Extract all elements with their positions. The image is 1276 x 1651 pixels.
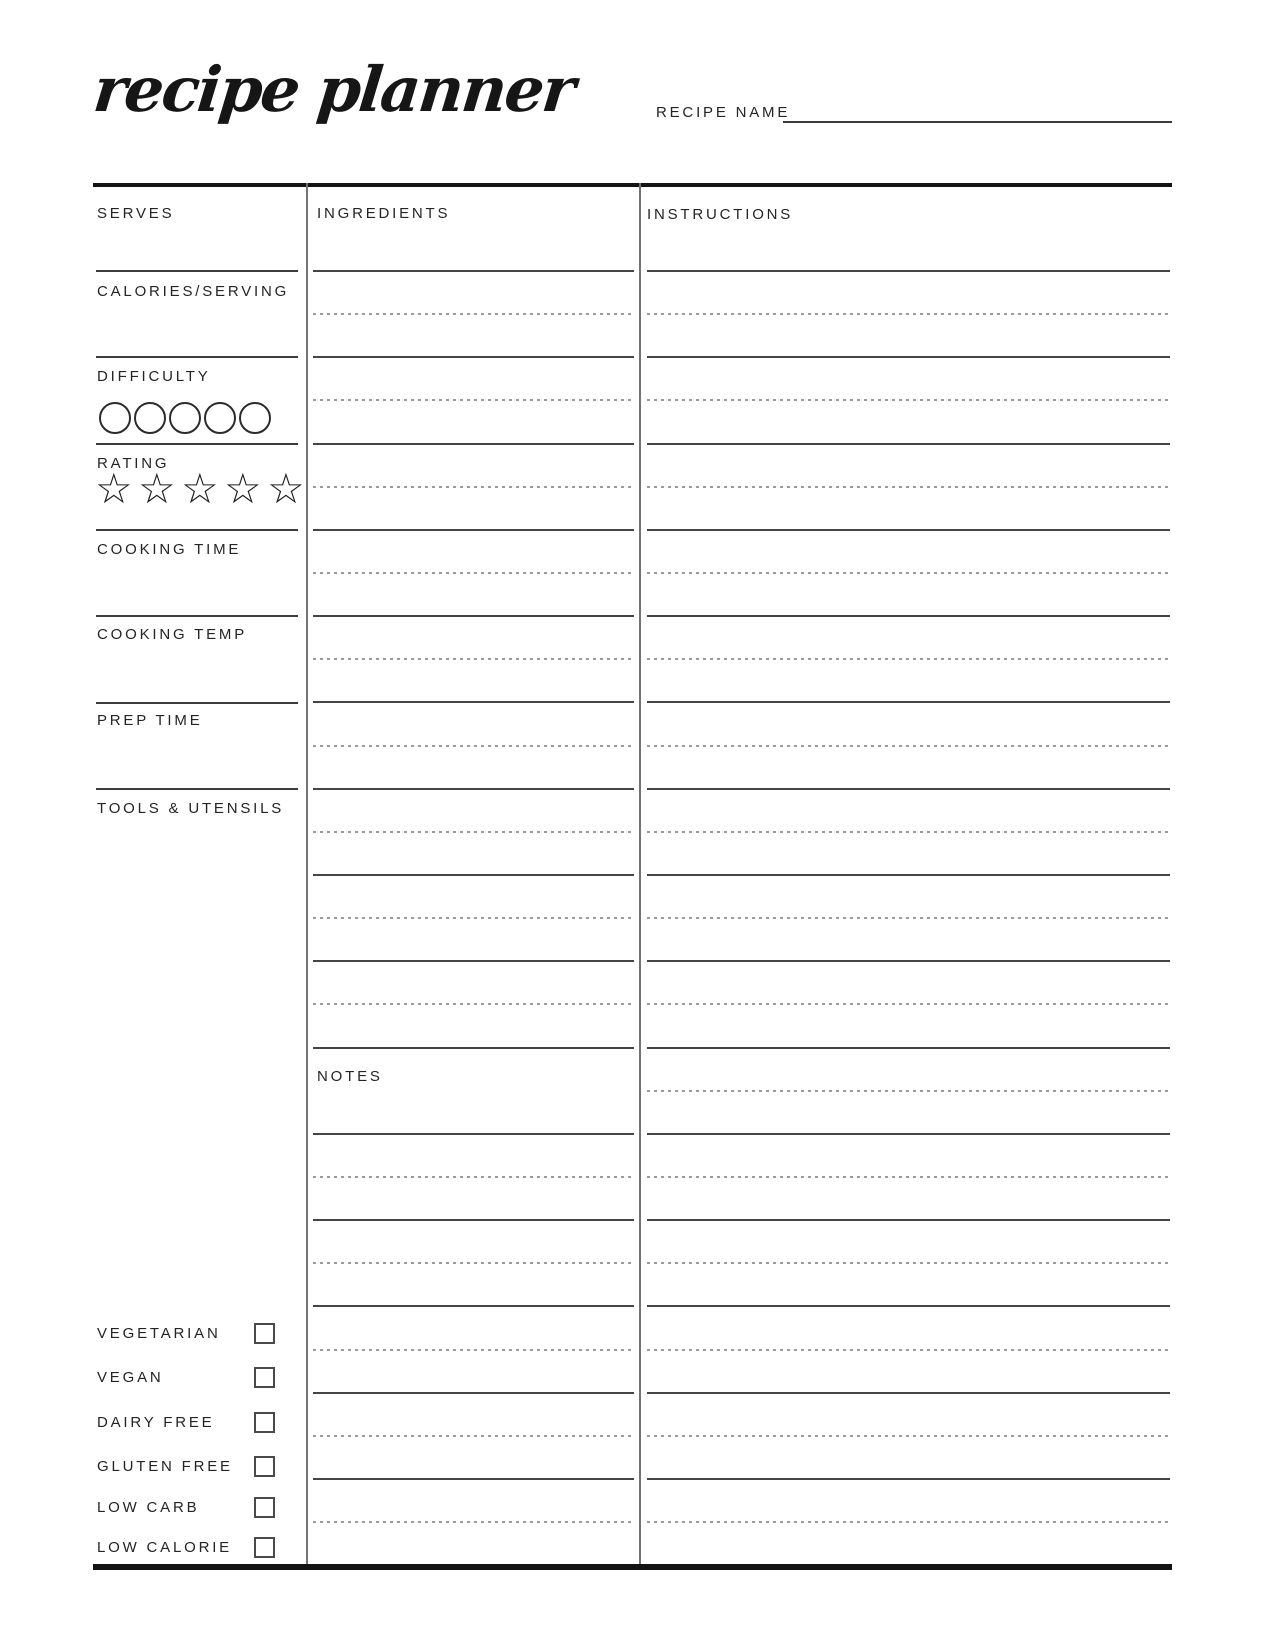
section-divider-line xyxy=(96,270,298,272)
writing-line-dashed xyxy=(647,486,1170,488)
section-divider-line xyxy=(96,443,298,445)
writing-line-dashed xyxy=(647,1176,1170,1178)
gluten-free-label: GLUTEN FREE xyxy=(97,1457,233,1475)
dietary-row xyxy=(97,1411,275,1433)
low-carb-label: LOW CARB xyxy=(97,1498,200,1516)
column-divider-right xyxy=(639,183,641,1564)
writing-line-dashed xyxy=(313,1521,634,1523)
writing-line-dashed xyxy=(313,313,634,315)
section-divider-line xyxy=(96,356,298,358)
table-top-border xyxy=(93,183,1172,187)
writing-line-solid xyxy=(313,874,634,876)
writing-line-solid xyxy=(313,443,634,445)
low-carb-checkbox[interactable] xyxy=(254,1497,275,1518)
writing-line-solid xyxy=(647,1047,1170,1049)
writing-line-solid xyxy=(313,1133,634,1135)
writing-line-solid xyxy=(647,1305,1170,1307)
difficulty-label: DIFFICULTY xyxy=(97,368,211,385)
writing-line-dashed xyxy=(647,1435,1170,1437)
writing-line-solid xyxy=(313,1305,634,1307)
writing-line-dashed xyxy=(313,745,634,747)
gluten-free-checkbox[interactable] xyxy=(254,1456,275,1477)
writing-line-dashed xyxy=(647,1262,1170,1264)
writing-line-dashed xyxy=(313,1349,634,1351)
writing-line-dashed xyxy=(647,399,1170,401)
dietary-row xyxy=(97,1366,275,1388)
writing-line-solid xyxy=(313,1392,634,1394)
writing-line-solid xyxy=(647,443,1170,445)
difficulty-circle-icon[interactable] xyxy=(169,402,201,434)
writing-line-dashed xyxy=(647,1349,1170,1351)
vegan-label: VEGAN xyxy=(97,1368,164,1386)
low-calorie-checkbox[interactable] xyxy=(254,1537,275,1558)
writing-line-solid xyxy=(313,615,634,617)
dietary-row xyxy=(97,1496,275,1518)
prep-time-label: PREP TIME xyxy=(97,712,203,729)
writing-line-solid xyxy=(647,1478,1170,1480)
writing-line-dashed xyxy=(313,572,634,574)
table-bottom-border xyxy=(93,1564,1172,1570)
writing-line-solid xyxy=(313,270,634,272)
writing-line-solid xyxy=(313,788,634,790)
writing-line-dashed xyxy=(647,658,1170,660)
writing-line-solid xyxy=(647,874,1170,876)
recipe-name-label: RECIPE NAME xyxy=(656,104,791,121)
star-outline-icon[interactable]: ☆ xyxy=(224,464,258,513)
section-divider-line xyxy=(96,702,298,704)
writing-line-dashed xyxy=(647,831,1170,833)
writing-line-solid xyxy=(647,356,1170,358)
recipe-name-line[interactable] xyxy=(783,121,1172,123)
tools-utensils-label: TOOLS & UTENSILS xyxy=(97,800,285,817)
low-calorie-label: LOW CALORIE xyxy=(97,1538,232,1556)
writing-line-solid xyxy=(647,270,1170,272)
star-outline-icon[interactable]: ☆ xyxy=(95,464,129,513)
dietary-row xyxy=(97,1322,275,1344)
writing-line-solid xyxy=(647,1392,1170,1394)
vegetarian-label: VEGETARIAN xyxy=(97,1324,221,1342)
writing-line-solid xyxy=(647,529,1170,531)
difficulty-circle-icon[interactable] xyxy=(99,402,131,434)
writing-line-solid xyxy=(313,1047,634,1049)
cooking-temp-label: COOKING TEMP xyxy=(97,626,248,643)
writing-line-dashed xyxy=(313,486,634,488)
writing-line-dashed xyxy=(647,1003,1170,1005)
vegetarian-checkbox[interactable] xyxy=(254,1323,275,1344)
dairy-free-label: DAIRY FREE xyxy=(97,1413,215,1431)
writing-line-dashed xyxy=(647,1090,1170,1092)
writing-line-solid xyxy=(313,1219,634,1221)
difficulty-circle-icon[interactable] xyxy=(239,402,271,434)
page-title: recipe planner xyxy=(90,53,578,126)
calories-per-serving-label: CALORIES/SERVING xyxy=(97,283,290,300)
writing-line-dashed xyxy=(313,1262,634,1264)
section-divider-line xyxy=(96,529,298,531)
vegan-checkbox[interactable] xyxy=(254,1367,275,1388)
writing-line-solid xyxy=(313,701,634,703)
dairy-free-checkbox[interactable] xyxy=(254,1412,275,1433)
star-outline-icon[interactable]: ☆ xyxy=(138,464,172,513)
writing-line-dashed xyxy=(647,745,1170,747)
writing-line-dashed xyxy=(313,831,634,833)
writing-line-dashed xyxy=(313,917,634,919)
writing-line-dashed xyxy=(313,399,634,401)
dietary-row xyxy=(97,1455,275,1477)
rating-label: RATING xyxy=(97,455,170,472)
writing-line-solid xyxy=(647,960,1170,962)
writing-line-solid xyxy=(313,529,634,531)
writing-line-solid xyxy=(647,788,1170,790)
writing-line-dashed xyxy=(313,1003,634,1005)
writing-line-solid xyxy=(313,960,634,962)
writing-line-solid xyxy=(313,356,634,358)
notes-heading: NOTES xyxy=(317,1068,383,1085)
serves-label: SERVES xyxy=(97,205,175,222)
writing-line-solid xyxy=(647,615,1170,617)
writing-line-dashed xyxy=(313,658,634,660)
writing-line-solid xyxy=(313,1478,634,1480)
writing-line-dashed xyxy=(647,313,1170,315)
ingredients-heading: INGREDIENTS xyxy=(317,205,451,222)
cooking-time-label: COOKING TIME xyxy=(97,541,242,558)
rating-scale xyxy=(95,464,301,513)
star-outline-icon[interactable]: ☆ xyxy=(181,464,215,513)
dietary-row xyxy=(97,1536,275,1558)
writing-line-solid xyxy=(647,701,1170,703)
writing-line-solid xyxy=(647,1219,1170,1221)
section-divider-line xyxy=(96,788,298,790)
difficulty-circle-icon[interactable] xyxy=(204,402,236,434)
writing-line-dashed xyxy=(647,572,1170,574)
column-divider-left xyxy=(306,183,308,1564)
writing-line-dashed xyxy=(313,1176,634,1178)
star-outline-icon[interactable]: ☆ xyxy=(267,464,301,513)
writing-line-dashed xyxy=(647,1521,1170,1523)
writing-line-dashed xyxy=(313,1435,634,1437)
difficulty-scale xyxy=(99,402,271,434)
difficulty-circle-icon[interactable] xyxy=(134,402,166,434)
instructions-heading: INSTRUCTIONS xyxy=(647,206,794,223)
writing-line-solid xyxy=(647,1133,1170,1135)
writing-line-dashed xyxy=(647,917,1170,919)
section-divider-line xyxy=(96,615,298,617)
